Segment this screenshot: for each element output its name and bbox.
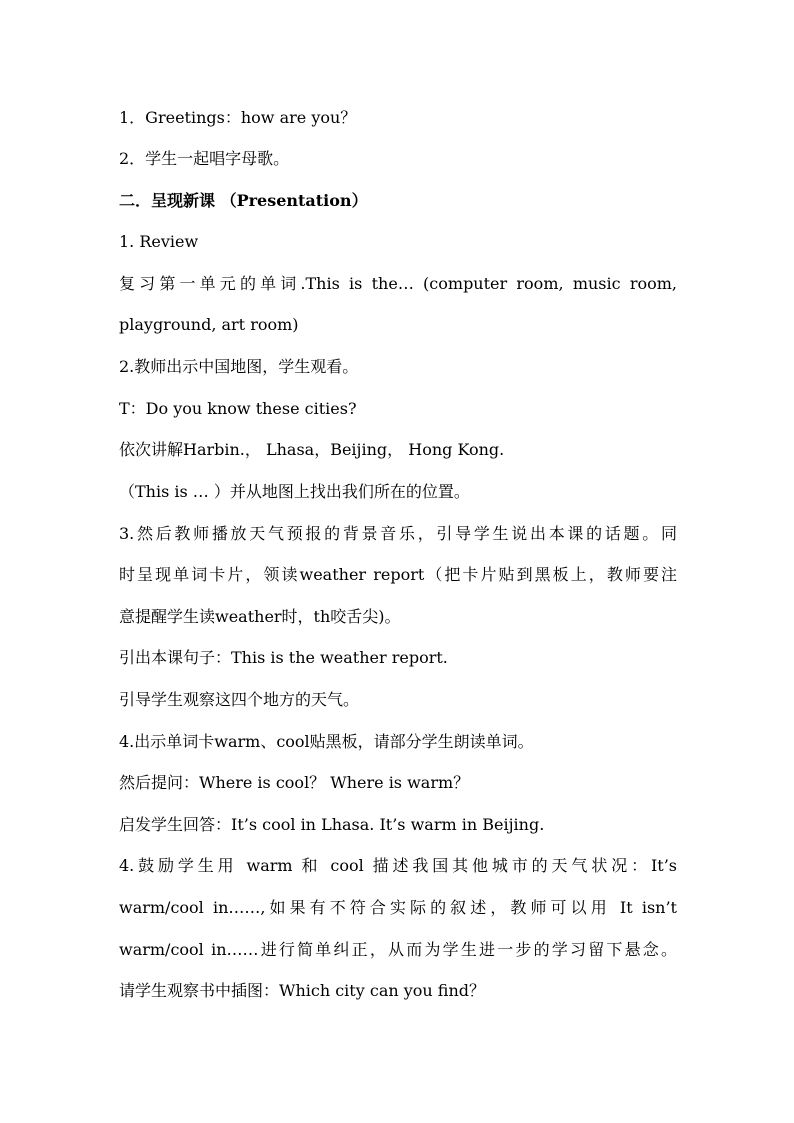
lesson-sentence-line: 引出本课句子：This is the weather report. [119, 648, 448, 667]
step-4-line-1: 4.鼓励学生用 warm 和 cool 描述我国其他城市的天气状况：It’s [119, 856, 677, 875]
review-line-2: playground, art room) [119, 315, 299, 334]
step-3-line-1: 3.然后教师播放天气预报的背景音乐，引导学生说出本课的话题。同 [119, 524, 677, 543]
greetings-line: 1．Greetings：how are you？ [119, 108, 357, 127]
word-cards-line: 4.出示单词卡warm、cool贴黑板，请部分学生朗读单词。 [119, 732, 534, 751]
map-step-line: 2.教师出示中国地图，学生观看。 [119, 357, 359, 376]
observe-weather-line: 引导学生观察这四个地方的天气。 [119, 690, 360, 709]
alphabet-song-line: 2．学生一起唱字母歌。 [119, 149, 290, 168]
answer-line: 启发学生回答：It’s cool in Lhasa. It’s warm in Beijing. [119, 815, 545, 834]
cities-line: 依次讲解Harbin.， Lhasa，Beijing， Hong Kong. [119, 440, 505, 459]
section-heading-presentation: 二．呈现新课 （Presentation） [119, 191, 368, 210]
step-4-line-2: warm/cool in……,如果有不符合实际的叙述，教师可以用 It isn’t [119, 898, 677, 917]
step-3-line-3: 意提醒学生读weather时，th咬舌尖)。 [119, 607, 401, 626]
step-4-line-3: warm/cool in……进行简单纠正，从而为学生进一步的学习留下悬念。 [119, 940, 677, 959]
teacher-question-line: T：Do you know these cities? [119, 399, 357, 418]
review-heading: 1. Review [119, 232, 199, 251]
this-is-line: （This is … ）并从地图上找出我们所在的位置。 [119, 482, 470, 501]
step-3-line-2: 时呈现单词卡片，领读weather report（把卡片贴到黑板上，教师要注 [119, 565, 677, 584]
review-line-1: 复习第一单元的单词.This is the… (computer room, music room, [119, 274, 677, 293]
question-line: 然后提问：Where is cool？ Where is warm？ [119, 773, 470, 792]
illustration-question-line: 请学生观察书中插图：Which city can you find？ [119, 981, 486, 1000]
